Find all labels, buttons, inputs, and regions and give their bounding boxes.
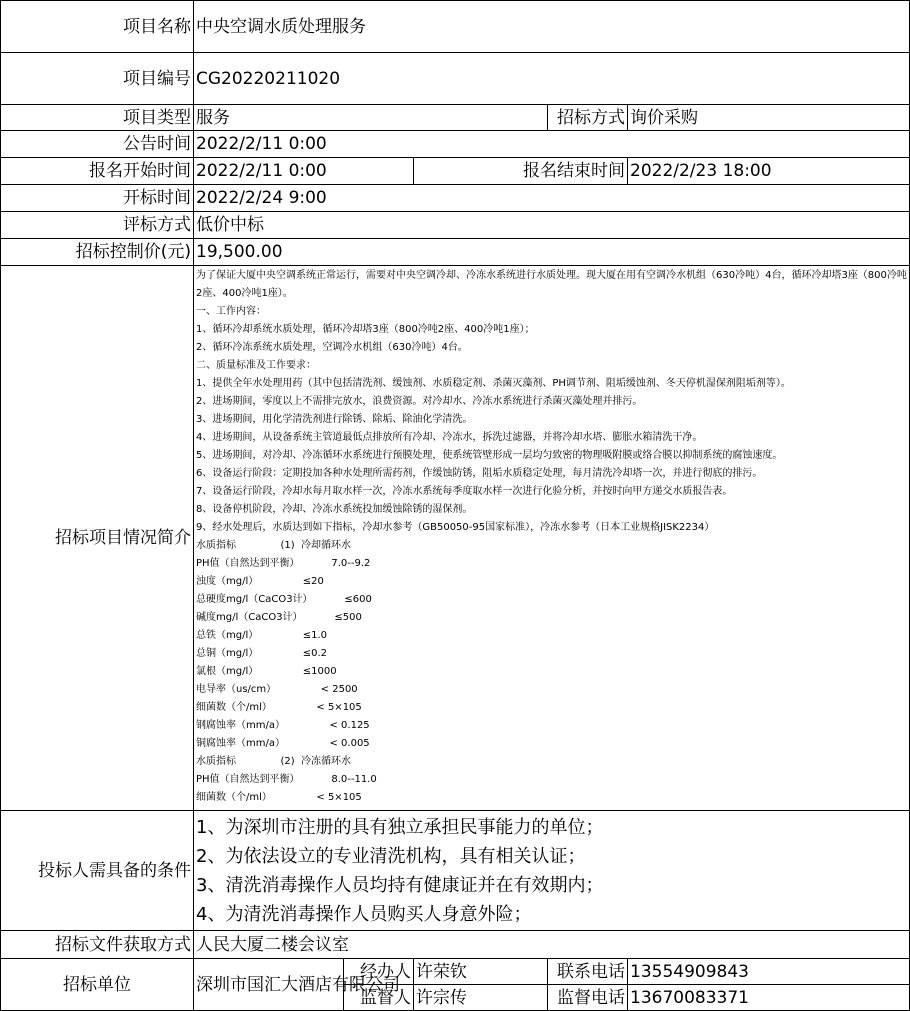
row-project-code [1,53,910,105]
intro-line: 总铁（mg/l） ≤1.0 [196,629,328,641]
intro-line: 9、经水处理后，水质达到如下指标，冷却水参考（GB50050-95国家标准），冷冻水参考（日本工业规格JISK2234） [196,521,715,533]
intro-line: 总铜（mg/l） ≤0.2 [196,647,328,659]
intro-line: 3、进场期间，用化学清洗剂进行除锈、除垢、除油化学清洗。 [196,413,473,425]
label-project-type: 项目类型 [1,105,194,131]
value-registration-start: 2022/2/11 0:00 [194,158,414,185]
row-unit-1 [1,959,910,985]
intro-line: 一、工作内容： [196,305,266,317]
label-evaluation: 评标方式 [1,212,194,239]
label-tender-method-text: 招标方式 [557,107,625,128]
row-evaluation [1,212,910,239]
label-supervisor-phone: 监督电话 [548,985,628,1011]
value-project-name: 中央空调水质处理服务 [194,1,910,53]
intro-line: 钢腐蚀率（mm/a） < 0.125 [196,719,370,731]
intro-line: 1、提供全年水处理用药（其中包括清洗剂、缓蚀剂、水质稳定剂、杀菌灭藻剂、PH调节剂、阻垢缓蚀剂、冬天停机湿保剂阻垢剂等）。 [196,377,791,389]
requirement-item: 2、为依法设立的专业清洗机构，具有相关认证； [196,845,586,867]
label-project-intro: 招标项目情况简介 [1,266,194,811]
intro-line: 2、进场期间，零度以上不需排完放水，浪费资源。对冷却水、冷冻水系统进行杀菌灭藻处理并排污。 [196,395,643,407]
value-requirements [194,811,910,931]
intro-line: 8、设备停机阶段，冷却、冷冻水系统投加缓蚀除锈的湿保剂。 [196,503,473,515]
intro-line: 水质指标 (2) 冷冻循环水 [196,755,352,767]
row-project-name [1,1,910,53]
value-announce-time: 2022/2/11 0:00 [194,131,910,158]
row-registration [1,158,910,185]
intro-line: 7、设备运行阶段，冷却水每月取水样一次，冷冻水系统每季度取水样一次进行化验分析，并按时向甲方递交水质报告表。 [196,485,733,497]
intro-line: 6、设备运行阶段：定期投加各种水处理所需药剂，作缓蚀防锈，阻垢水质稳定处理，每月清洗冷却塔一次，并进行彻底的排污。 [196,467,763,479]
label-project-name: 项目名称 [1,1,194,53]
value-supervisor: 许宗传 [414,985,548,1011]
label-control-price: 招标控制价(元) [1,239,194,266]
intro-line: 二、质量标准及工作要求： [196,359,316,371]
value-contact-phone: 13554909843 [628,959,910,985]
requirements-list [196,813,907,929]
value-control-price: 19,500.00 [194,239,910,266]
value-registration-end: 2022/2/23 18:00 [628,158,910,185]
row-open-time [1,185,910,212]
value-doc-source: 人民大厦二楼会议室 [194,931,910,959]
intro-line: PH值（自然达到平衡） 8.0--11.0 [196,773,377,785]
label-handler: 经办人 [344,959,414,985]
intro-line: 浊度（mg/l） ≤20 [196,575,324,587]
label-project-code: 项目编号 [1,53,194,105]
row-requirements [1,811,910,931]
label-announce-time: 公告时间 [1,131,194,158]
intro-line: 总硬度mg/l（CaCO3计） ≤600 [196,593,372,605]
label-doc-source: 招标文件获取方式 [1,931,194,959]
intro-line: 为了保证大厦中央空调系统正常运行，需要对中央空调冷却、冷冻水系统进行水质处理。现大厦在用有空调冷水机组（630冷吨）4台，循环冷却塔3座（800冷吨2座、400冷吨1座）。 [196,269,907,299]
value-tender-method: 询价采购 [628,105,910,131]
label-registration-start: 报名开始时间 [1,158,194,185]
label-registration-end: 报名结束时间 [414,158,628,185]
row-project-intro [1,266,910,811]
requirement-item: 3、清洗消毒操作人员均持有健康证并在有效期内； [196,874,604,896]
intro-line: 碱度mg/l（CaCO3计） ≤500 [196,611,362,623]
value-project-code: CG20220211020 [194,53,910,105]
value-tender-unit: 深圳市国汇大酒店有限公司 [194,959,344,1011]
project-intro-text [196,267,907,810]
intro-line: 铜腐蚀率（mm/a） < 0.005 [196,737,370,749]
intro-line: 2、循环冷冻系统水质处理，空调冷水机组（630冷吨）4台。 [196,341,468,353]
intro-line: 细菌数（个/ml） < 5×105 [196,701,362,713]
intro-line: 氯根（mg/l） ≤1000 [196,665,337,677]
intro-line: 5、进场期间，对冷却、冷冻循环水系统进行预膜处理，使系统管壁形成一层均匀致密的物理吸附膜或络合膜以抑制系统的腐蚀速度。 [196,449,783,461]
intro-line: 细菌数（个/ml） < 5×105 [196,791,362,803]
label-contact-phone: 联系电话 [548,959,628,985]
value-project-intro [194,266,910,811]
row-announce-time [1,131,910,158]
row-control-price [1,239,910,266]
label-tender-unit: 招标单位 [1,959,194,1011]
value-project-type: 服务 [194,105,548,131]
label-tender-method [548,105,628,131]
intro-line: 电导率（us/cm） < 2500 [196,683,358,695]
intro-line: 水质指标 (1) 冷却循环水 [196,539,352,551]
value-handler: 许荣钦 [414,959,548,985]
value-evaluation: 低价中标 [194,212,910,239]
value-supervisor-phone: 13670083371 [628,985,910,1011]
label-supervisor: 监督人 [344,985,414,1011]
intro-line: PH值（自然达到平衡） 7.0--9.2 [196,557,371,569]
requirement-item: 1、为深圳市注册的具有独立承担民事能力的单位； [196,816,604,838]
intro-line: 4、进场期间，从设备系统主管道最低点排放所有冷却、冷冻水，拆洗过滤器，并将冷却水塔、膨胀水箱清洗干净。 [196,431,703,443]
requirement-item: 4、为清洗消毒操作人员购买人身意外险； [196,903,532,925]
label-open-time: 开标时间 [1,185,194,212]
value-open-time: 2022/2/24 9:00 [194,185,910,212]
row-project-type [1,105,910,131]
row-doc-source [1,931,910,959]
label-requirements: 投标人需具备的条件 [1,811,194,931]
intro-line: 1、循环冷却系统水质处理，循环冷却塔3座（800冷吨2座、400冷吨1座）； [196,323,535,335]
